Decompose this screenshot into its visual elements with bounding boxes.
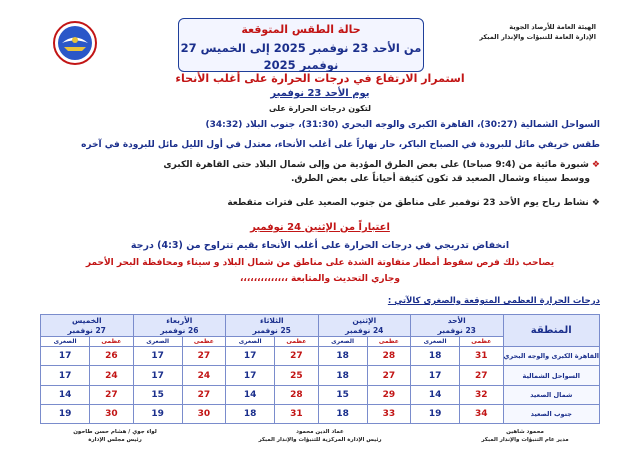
max-label: عظمى xyxy=(275,337,318,347)
temps-intro: لتكون درجات الحرارة على xyxy=(268,104,372,113)
max-temp-cell: 27 xyxy=(90,385,133,404)
min-temp-cell: 18 xyxy=(318,347,367,366)
min-temp-cell: 15 xyxy=(318,385,367,404)
max-temp-cell: 27 xyxy=(367,366,410,385)
min-label: الصغرى xyxy=(318,337,367,347)
max-temp-cell: 27 xyxy=(182,385,225,404)
max-temp-cell: 24 xyxy=(90,366,133,385)
max-temp-cell: 27 xyxy=(460,366,503,385)
min-temp-cell: 17 xyxy=(411,366,460,385)
title-box xyxy=(178,18,424,72)
min-label: الصغرى xyxy=(41,337,90,347)
day-date: 24 نوفمبر xyxy=(345,325,384,335)
region-cell: القاهرة الكبرى والوجه البحري xyxy=(503,347,600,366)
region-cell: شمال الصعيد xyxy=(503,385,600,404)
max-temp-cell: 33 xyxy=(367,404,410,423)
min-temp-cell: 17 xyxy=(226,366,275,385)
min-temp-cell: 14 xyxy=(411,385,460,404)
day-date: 25 نوفمبر xyxy=(252,325,291,335)
max-temp-cell: 24 xyxy=(182,366,225,385)
min-label: الصغرى xyxy=(133,337,182,347)
table-row xyxy=(41,366,600,385)
day-name: الخميس xyxy=(72,315,102,325)
temperature-table xyxy=(40,314,600,424)
signature-chairman xyxy=(30,428,200,444)
organization-name xyxy=(456,22,596,42)
diamond-bullet-icon: ❖ xyxy=(588,198,600,208)
min-temp-cell: 18 xyxy=(318,404,367,423)
max-temp-cell: 25 xyxy=(275,366,318,385)
max-temp-cell: 34 xyxy=(460,404,503,423)
wind-text: نشاط رياح يوم الأحد 23 نوفمبر على مناطق من جنوب الصعيد على فترات متقطعة xyxy=(227,198,589,208)
day-header xyxy=(411,315,503,337)
table-header-row xyxy=(41,315,600,337)
signature-name: عماد الدين محمود xyxy=(296,429,344,435)
signature-title: رئيس الإدارة المركزية للتنبؤات والإنذار المبكر xyxy=(258,437,382,443)
drop-line: انخفاض تدريجي في درجات الحرارة على أغلب الأنحاء بقيم تتراوح من (4:3) درجة xyxy=(130,240,510,251)
table-row xyxy=(41,404,600,423)
org-line-2: الإدارة العامة للتنبؤات والإنذار المبكر xyxy=(479,33,596,41)
min-temp-cell: 19 xyxy=(411,404,460,423)
min-temp-cell: 19 xyxy=(133,404,182,423)
table-caption: درجات الحرارة العظمى المتوقعة والصغرى كالآتي : xyxy=(387,296,600,306)
min-temp-cell: 14 xyxy=(41,385,90,404)
signature-name: لواء جوي / هشام حسن طاحون xyxy=(73,429,157,435)
forecast-period: من الأحد 23 نوفمبر 2025 إلى الخميس 27 نوفمبر 2025 xyxy=(180,41,422,72)
meteorology-logo-icon xyxy=(52,20,98,66)
max-temp-cell: 26 xyxy=(90,347,133,366)
org-line-1: الهيئة العامة للأرصاد الجوية xyxy=(509,23,596,31)
min-temp-cell: 18 xyxy=(411,347,460,366)
min-label: الصغرى xyxy=(411,337,460,347)
day-date: 26 نوفمبر xyxy=(160,325,199,335)
diamond-bullet-icon: ❖ xyxy=(588,160,600,170)
min-label: الصغرى xyxy=(226,337,275,347)
day-header xyxy=(133,315,225,337)
max-temp-cell: 30 xyxy=(182,404,225,423)
day-name: الأربعاء xyxy=(166,315,193,325)
max-temp-cell: 31 xyxy=(275,404,318,423)
signature-general-director xyxy=(440,428,610,444)
day2-heading: اعتباراً من الإثنين 24 نوفمبر xyxy=(250,222,390,233)
min-temp-cell: 18 xyxy=(318,366,367,385)
max-temp-cell: 27 xyxy=(182,347,225,366)
min-temp-cell: 17 xyxy=(41,366,90,385)
table-row xyxy=(41,347,600,366)
fog-line-2: ووسط سيناء وشمال الصعيد قد تكون كثيفة أحياناً على بعض الطرق. xyxy=(290,174,590,184)
max-temp-cell: 29 xyxy=(367,385,410,404)
max-temp-cell: 31 xyxy=(460,347,503,366)
max-temp-cell: 30 xyxy=(90,404,133,423)
day-date: 27 نوفمبر xyxy=(67,325,106,335)
min-temp-cell: 17 xyxy=(133,366,182,385)
day-date: 23 نوفمبر xyxy=(437,325,476,335)
max-label: عظمى xyxy=(367,337,410,347)
signature-name: محمود شاهين xyxy=(506,429,544,435)
min-temp-cell: 17 xyxy=(41,347,90,366)
fog-line-1 xyxy=(40,160,600,170)
weather-text: طقس خريفي مائل للبرودة في الصباح الباكر، حار نهاراً على أغلب الأنحاء، معتدل في أول الليل مائل للبرودة في آخره xyxy=(81,140,600,150)
header xyxy=(40,14,600,72)
max-temp-cell: 28 xyxy=(367,347,410,366)
max-label: عظمى xyxy=(182,337,225,347)
rain-line: يصاحب ذلك فرص سقوط أمطار متفاوتة الشدة على مناطق من شمال البلاد و سيناء ومحافظة البحر الأحمر xyxy=(85,258,555,268)
signature-central-director xyxy=(235,428,405,444)
region-cell: السواحل الشمالية xyxy=(503,366,600,385)
headline: استمرار الارتفاع في درجات الحرارة على أغلب الأنحاء xyxy=(175,72,465,85)
temps-line: السواحل الشمالية (30:27)، القاهرة الكبرى والوجه البحري (31:30)، جنوب البلاد (34:32) xyxy=(205,120,600,130)
min-temp-cell: 17 xyxy=(226,347,275,366)
day-name: الثلاثاء xyxy=(259,315,284,325)
signature-title: مدير عام التنبؤات والإنذار المبكر xyxy=(481,437,569,443)
day-name: الإثنين xyxy=(352,315,377,325)
region-header: المنطقة xyxy=(503,315,600,347)
page-title: حالة الطقس المتوقعة xyxy=(241,23,361,36)
day-header xyxy=(318,315,410,337)
table-row xyxy=(41,385,600,404)
min-temp-cell: 15 xyxy=(133,385,182,404)
day-header xyxy=(41,315,134,337)
max-label: عظمى xyxy=(460,337,503,347)
max-temp-cell: 32 xyxy=(460,385,503,404)
wind-line xyxy=(40,198,600,208)
min-temp-cell: 17 xyxy=(133,347,182,366)
min-temp-cell: 14 xyxy=(226,385,275,404)
fog-text-1: شبورة مائية من (9:4 صباحا) على بعض الطرق المؤدية من وإلى شمال البلاد حتى القاهرة الكبرى xyxy=(163,160,589,170)
min-temp-cell: 19 xyxy=(41,404,90,423)
region-cell: جنوب الصعيد xyxy=(503,404,600,423)
max-temp-cell: 27 xyxy=(275,347,318,366)
signature-title: رئيس مجلس الإدارة xyxy=(88,437,142,443)
weather-line xyxy=(40,140,600,150)
day-header xyxy=(226,315,318,337)
max-label: عظمى xyxy=(90,337,133,347)
day-name: الأحد xyxy=(447,315,466,325)
max-temp-cell: 28 xyxy=(275,385,318,404)
min-temp-cell: 18 xyxy=(226,404,275,423)
day1-heading: يوم الأحد 23 نوفمبر xyxy=(270,88,370,99)
update-line: وجاري التحديث والمتابعة ،،،،،،،،،،،،،، xyxy=(240,274,400,284)
